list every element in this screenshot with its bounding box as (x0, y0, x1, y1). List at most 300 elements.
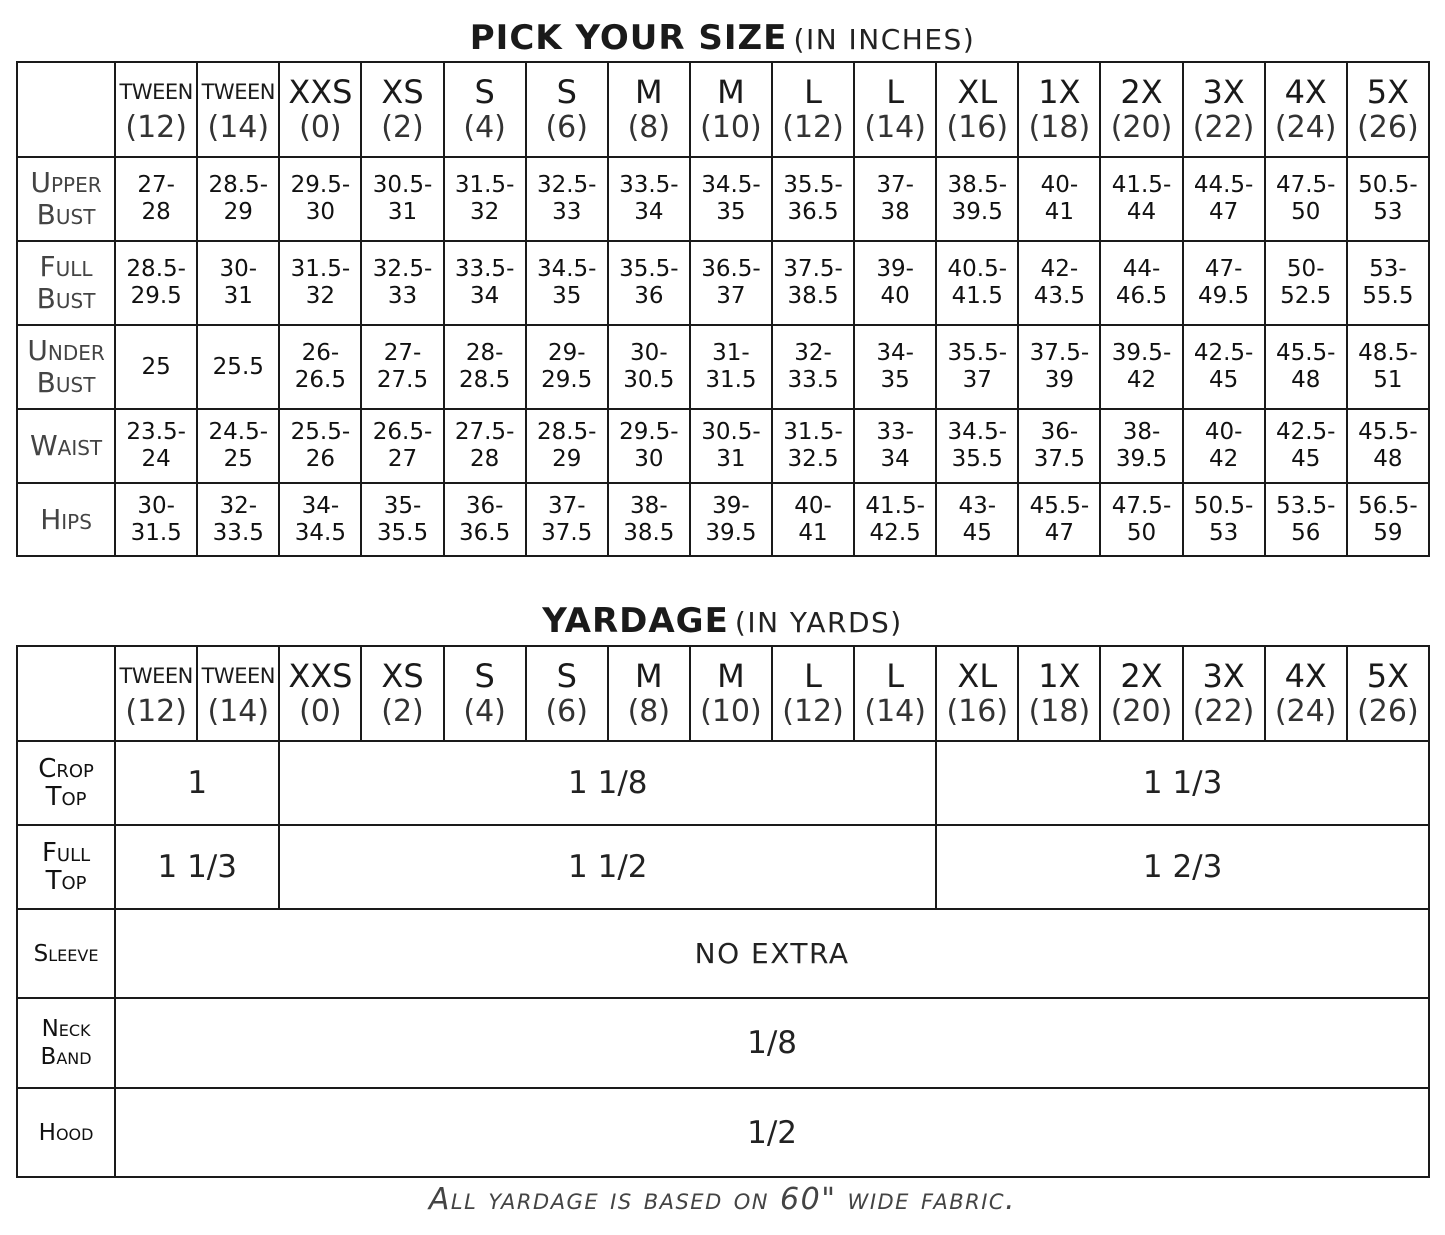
measurement-value-line2: 25 (223, 446, 253, 472)
measurement-value-line1: 28.5- (208, 172, 269, 198)
measurement-value-line1: 27- (383, 340, 422, 366)
measurement-value-line2: 35 (880, 367, 910, 393)
size-name: 3X (1202, 656, 1245, 695)
measurement-value-line1: 25.5- (290, 419, 351, 445)
measurement-value-line2: 39 (1044, 367, 1075, 393)
measurement-value-line1: 30.5- (701, 419, 761, 445)
measurement-value-line1: 48.5- (1358, 340, 1418, 366)
yardage-size-header (279, 646, 361, 741)
measurement-value-line1: 24.5- (208, 419, 269, 445)
measurement-value-line1: 41.5- (1111, 172, 1172, 198)
measurement-cell (1347, 241, 1429, 325)
measurement-label (17, 325, 115, 409)
measurement-value-line2: 29 (223, 199, 253, 225)
measurement-value-line2: 36.5 (787, 199, 839, 225)
row-label-crop-top (17, 741, 115, 825)
measurement-row (17, 241, 1429, 325)
measurement-value-line1: 39- (876, 256, 914, 282)
measurement-label-line1: Under (27, 334, 105, 367)
measurement-value-line2: 39.5 (1115, 446, 1168, 472)
measurement-value-line2: 59 (1373, 519, 1403, 546)
measurement-value-line1: 45.5- (1358, 419, 1418, 445)
measurement-value-line2: 46.5 (1115, 283, 1168, 309)
size-chart-size-header (1347, 62, 1429, 157)
measurement-value-line2: 42 (1208, 446, 1239, 472)
measurement-cell (854, 241, 936, 325)
measurement-cell (1265, 157, 1347, 241)
measurement-value-line1: 27.5- (454, 419, 515, 445)
measurement-value-line1: 34- (301, 492, 340, 519)
measurement-cell (361, 325, 443, 409)
measurement-value-line2: 49.5 (1197, 283, 1250, 309)
yardage-size-header (854, 646, 936, 741)
measurement-value-line2: 56 (1291, 519, 1321, 546)
measurement-cell (115, 325, 197, 409)
measurement-value-line1: 47.5- (1111, 492, 1172, 519)
measurement-cell (608, 325, 690, 409)
measurement-cell (936, 409, 1018, 483)
measurement-value-line2: 33 (552, 199, 582, 225)
measurement-value-line2: 35 (716, 199, 746, 225)
measurement-cell (608, 157, 690, 241)
measurement-value-line1: 35.5- (619, 256, 679, 282)
measurement-cell (772, 483, 854, 556)
measurement-value-line2: 28 (469, 446, 500, 472)
measurement-value-line2: 37 (716, 283, 746, 309)
size-chart-size-header (608, 62, 690, 157)
measurement-value-line2: 44 (1126, 199, 1157, 225)
measurement-value-line1: 37- (547, 492, 586, 519)
yardage-size-header (1265, 646, 1347, 741)
measurement-value-line2: 36.5 (459, 519, 511, 546)
measurement-cell (690, 483, 772, 556)
size-chart-unit: (IN INCHES) (793, 23, 976, 56)
size-chart-size-header (936, 62, 1018, 157)
measurement-value-line1: 27- (137, 172, 175, 198)
yardage-size-header (1018, 646, 1100, 741)
size-name: XL (957, 72, 998, 111)
measurement-value-line1: 45.5- (1029, 492, 1090, 519)
measurement-value-line2: 37 (962, 367, 992, 393)
size-number: (12) (782, 693, 844, 729)
size-name: L (804, 72, 822, 111)
measurement-value-line2: 26.5 (294, 367, 346, 393)
measurement-value-line2: 42.5 (869, 519, 921, 546)
measurement-value-line2: 34.5 (294, 519, 346, 546)
yardage-title-text: YARDAGE (542, 601, 729, 641)
size-name: M (635, 656, 663, 695)
measurement-value-line1: 34.5- (947, 419, 1008, 445)
hood-value: 1/2 (115, 1088, 1429, 1177)
measurement-value-line2: 41 (798, 519, 828, 546)
measurement-value-line2: 30 (634, 446, 664, 472)
row-label-neck-band (17, 998, 115, 1088)
measurement-row (17, 325, 1429, 409)
yardage-title (0, 601, 1445, 641)
size-number: (16) (946, 693, 1009, 729)
size-number: (10) (700, 109, 762, 145)
measurement-value-line1: 56.5- (1358, 492, 1418, 519)
measurement-cell (279, 157, 361, 241)
measurement-cell (115, 483, 197, 556)
size-number: (0) (299, 109, 342, 145)
size-name: TWEEN (119, 79, 193, 104)
yardage-size-header (690, 646, 772, 741)
measurement-value-line2: 37.5 (1033, 446, 1085, 472)
measurement-value-line1: 30- (137, 492, 175, 519)
measurement-value-line1: 53- (1369, 256, 1407, 282)
measurement-value-line1: 28.5- (126, 256, 186, 282)
row-label-hood (17, 1088, 115, 1177)
size-chart-size-header (1100, 62, 1182, 157)
measurement-cell (854, 409, 936, 483)
size-number: (4) (463, 693, 506, 729)
measurement-cell (115, 241, 197, 325)
measurement-cell (936, 241, 1018, 325)
size-name: S (474, 656, 495, 695)
measurement-value-line1: 47.5- (1275, 172, 1336, 198)
measurement-value-line2: 39.5 (951, 199, 1003, 225)
measurement-value-line1: 26.5- (372, 419, 433, 445)
yardage-size-header (361, 646, 443, 741)
yardage-size-header (1347, 646, 1429, 741)
measurement-cell (772, 157, 854, 241)
measurement-cell (115, 157, 197, 241)
measurement-cell (444, 409, 526, 483)
measurement-cell (279, 241, 361, 325)
measurement-value-line1: 38- (1122, 419, 1161, 445)
measurement-cell (1347, 325, 1429, 409)
measurement-value-line1: 34.5- (536, 256, 597, 282)
measurement-value-line2: 31 (716, 446, 746, 472)
size-chart-size-header (115, 62, 197, 157)
size-header-row (17, 62, 1429, 157)
measurement-value-line1: 53.5- (1275, 492, 1336, 519)
measurement-cell (936, 483, 1018, 556)
measurement-cell (854, 483, 936, 556)
measurement-value-line1: 35.5- (783, 172, 843, 198)
measurement-value-line2: 34 (880, 446, 910, 472)
size-name: XS (381, 656, 424, 695)
measurement-cell (1183, 241, 1265, 325)
measurement-cell (1265, 325, 1347, 409)
measurement-cell (197, 241, 279, 325)
measurement-label (17, 409, 115, 483)
measurement-row (17, 409, 1429, 483)
size-chart-size-header (361, 62, 443, 157)
size-chart-size-header (772, 62, 854, 157)
measurement-cell (772, 409, 854, 483)
measurement-value-line2: 53 (1208, 519, 1239, 546)
measurement-cell (361, 241, 443, 325)
measurement-value-line1: 39- (712, 492, 750, 519)
measurement-cell (690, 157, 772, 241)
measurement-value-line2: 37.5 (541, 519, 593, 546)
measurement-cell (1018, 241, 1100, 325)
measurement-value-line2: 32.5 (787, 446, 839, 472)
size-chart-size-header (526, 62, 608, 157)
size-number: (26) (1357, 109, 1419, 145)
yardage-table (16, 645, 1430, 1178)
measurement-value-line2: 34 (469, 283, 500, 309)
size-name: M (635, 72, 663, 111)
measurement-cell (608, 409, 690, 483)
measurement-value-line1: 43- (958, 492, 997, 519)
size-number: (26) (1357, 693, 1419, 729)
size-name: 5X (1366, 656, 1410, 695)
measurement-label-line1: Waist (29, 429, 103, 462)
size-number: (10) (700, 693, 762, 729)
yardage-row-full-top (17, 825, 1429, 909)
measurement-cell (526, 241, 608, 325)
measurement-cell (690, 409, 772, 483)
measurement-label-line2: Bust (36, 366, 96, 399)
measurement-cell (1018, 325, 1100, 409)
measurement-cell (526, 483, 608, 556)
measurement-value-line2: 53 (1373, 199, 1403, 225)
measurement-cell (1265, 241, 1347, 325)
size-number: (8) (627, 693, 671, 729)
measurement-value-line1: 31.5- (454, 172, 515, 198)
measurement-value-line1: 40.5- (947, 256, 1008, 282)
measurement-value-line2: 33.5 (787, 367, 839, 393)
measurement-value-line1: 45.5- (1275, 340, 1336, 366)
size-name: M (717, 72, 745, 111)
measurement-value-line2: 30 (305, 199, 336, 225)
measurement-value-line2: 33.5 (212, 519, 264, 546)
size-name: 2X (1120, 656, 1163, 695)
measurement-value-line2: 38 (880, 199, 910, 225)
measurement-cell (444, 483, 526, 556)
size-number: (4) (463, 109, 506, 145)
measurement-value-line1: 37.5- (783, 256, 843, 282)
size-number: (2) (381, 109, 424, 145)
size-number: (2) (381, 693, 424, 729)
measurement-label (17, 483, 115, 556)
measurement-cell (936, 325, 1018, 409)
full-top-tween-value: 1 1/3 (115, 825, 279, 909)
row-label-line1: Hood (38, 1119, 94, 1146)
yardage-size-header (115, 646, 197, 741)
measurement-cell (526, 409, 608, 483)
measurement-label (17, 157, 115, 241)
measurement-value-line1: 41.5- (865, 492, 925, 519)
measurement-cell (1018, 483, 1100, 556)
measurement-label (17, 241, 115, 325)
measurement-cell (1100, 325, 1182, 409)
yardage-size-header (444, 646, 526, 741)
measurement-cell (197, 157, 279, 241)
measurement-value-line1: 40- (1204, 419, 1243, 445)
sleeve-value: NO EXTRA (115, 909, 1429, 998)
measurement-value-line2: 55.5 (1362, 283, 1414, 309)
measurement-cell (279, 325, 361, 409)
measurement-value-line2: 35 (552, 283, 582, 309)
measurement-value-line1: 42- (1040, 256, 1079, 282)
measurement-value-line2: 33 (387, 283, 418, 309)
measurement-value-line2: 47 (1044, 519, 1075, 546)
measurement-value-line1: 44- (1122, 256, 1161, 282)
measurement-value-line1: 32.5- (372, 256, 433, 282)
size-name: 1X (1038, 656, 1081, 695)
measurement-value-line1: 29.5- (290, 172, 351, 198)
measurement-value-line1: 31.5- (783, 419, 843, 445)
measurement-value-line1: 28- (465, 340, 504, 366)
measurement-value-line1: 39.5- (1111, 340, 1172, 366)
row-label-line2: Top (45, 866, 87, 896)
measurement-value-line2: 43.5 (1033, 283, 1085, 309)
size-chart-size-header (444, 62, 526, 157)
measurement-cell (1018, 157, 1100, 241)
measurement-cell (526, 157, 608, 241)
measurement-value-line1: 38- (630, 492, 668, 519)
size-name: M (717, 656, 745, 695)
measurement-value-line1: 40- (794, 492, 832, 519)
measurement-label-line2: Bust (36, 198, 96, 231)
measurement-value-line2: 36 (634, 283, 664, 309)
size-name: 5X (1366, 72, 1410, 111)
measurement-cell (1183, 483, 1265, 556)
measurement-label-line1: Hips (40, 502, 92, 536)
measurement-value-line1: 34.5- (701, 172, 761, 198)
size-name: 4X (1284, 656, 1327, 695)
measurement-value-line2: 39.5 (705, 519, 757, 546)
row-label-line1: Sleeve (33, 940, 99, 967)
row-label-line1: Full (41, 838, 91, 868)
measurement-label-line2: Bust (36, 282, 96, 315)
row-label-sleeve (17, 909, 115, 998)
measurement-value-line2: 38.5 (623, 519, 675, 546)
size-number: (12) (782, 109, 844, 145)
size-name: S (556, 656, 577, 695)
measurement-value-line2: 41.5 (951, 283, 1003, 309)
corner-cell (17, 646, 115, 741)
yardage-unit: (IN YARDS) (734, 606, 903, 639)
measurement-value-line2: 31.5 (705, 367, 757, 393)
measurement-label-line1: Upper (30, 166, 102, 199)
measurement-cell (1183, 409, 1265, 483)
crop-top-misses-value: 1 1/8 (279, 741, 936, 825)
yardage-size-header (197, 646, 279, 741)
size-number: (6) (545, 693, 588, 729)
size-number: (20) (1110, 109, 1173, 145)
measurement-value-line1: 32- (219, 492, 258, 519)
size-chart-title-text: PICK YOUR SIZE (469, 18, 788, 58)
measurement-value-line2: 38.5 (787, 283, 839, 309)
full-top-misses-value: 1 1/2 (279, 825, 936, 909)
measurement-value-line2: 40 (880, 283, 910, 309)
measurement-value-line1: 29- (547, 340, 586, 366)
measurement-value-line1: 36- (465, 492, 504, 519)
measurement-cell (936, 157, 1018, 241)
footnote: All yardage is based on 60" wide fabric. (428, 1182, 1017, 1217)
measurement-value-line2: 34 (634, 199, 664, 225)
size-number: (0) (299, 693, 342, 729)
measurement-value-line1: 35.5- (947, 340, 1008, 366)
size-number: (22) (1192, 109, 1255, 145)
measurement-value-line1: 50.5- (1358, 172, 1418, 198)
measurement-label-line1: Full (39, 250, 93, 283)
corner-cell (17, 62, 115, 157)
size-number: (18) (1028, 109, 1091, 145)
crop-top-plus-value: 1 1/3 (936, 741, 1429, 825)
measurement-value-line1: 32- (794, 340, 832, 366)
measurement-value-line1: 50.5- (1193, 492, 1254, 519)
measurement-value-line2: 45 (1208, 367, 1239, 393)
size-name: 3X (1202, 72, 1245, 111)
neck-band-value: 1/8 (115, 998, 1429, 1088)
size-name: XXS (288, 656, 353, 695)
measurement-value-line1: 25.5 (212, 353, 264, 380)
row-label-full-top (17, 825, 115, 909)
yardage-size-header (526, 646, 608, 741)
measurement-cell (1347, 483, 1429, 556)
measurement-cell (1347, 157, 1429, 241)
measurement-row (17, 157, 1429, 241)
full-top-plus-value: 1 2/3 (936, 825, 1429, 909)
measurement-value-line1: 33- (876, 419, 914, 445)
size-chart-size-header (690, 62, 772, 157)
measurement-value-line2: 32 (305, 283, 336, 309)
size-number: (14) (207, 693, 270, 729)
size-name: XL (957, 656, 998, 695)
measurement-value-line2: 52.5 (1280, 283, 1332, 309)
measurement-value-line2: 28.5 (459, 367, 511, 393)
measurement-value-line1: 40- (1040, 172, 1079, 198)
measurement-cell (854, 157, 936, 241)
measurement-value-line1: 34- (876, 340, 914, 366)
measurement-value-line1: 42.5- (1193, 340, 1254, 366)
measurement-cell (690, 325, 772, 409)
measurement-value-line2: 31 (223, 283, 253, 309)
measurement-value-line2: 45 (962, 519, 992, 546)
size-number: (12) (125, 109, 187, 145)
size-name: L (804, 656, 822, 695)
measurement-value-line1: 23.5- (126, 419, 186, 445)
row-label-line1: Neck (41, 1016, 91, 1042)
measurement-value-line2: 35.5 (376, 519, 429, 546)
measurement-value-line2: 51 (1373, 367, 1403, 393)
row-label-line2: Top (45, 782, 87, 812)
size-name: TWEEN (201, 663, 275, 688)
size-name: XXS (288, 72, 353, 111)
size-name: S (474, 72, 495, 111)
size-number: (22) (1192, 693, 1255, 729)
measurement-value-line1: 33.5- (619, 172, 679, 198)
size-name: TWEEN (119, 663, 193, 688)
measurement-value-line1: 30- (219, 256, 258, 282)
measurement-cell (279, 483, 361, 556)
size-number: (14) (864, 693, 926, 729)
size-number: (14) (864, 109, 926, 145)
measurement-cell (444, 157, 526, 241)
size-number: (20) (1110, 693, 1173, 729)
measurement-cell (854, 325, 936, 409)
measurement-cell (361, 157, 443, 241)
measurement-value-line2: 31 (387, 199, 418, 225)
yardage-header-row (17, 646, 1429, 741)
measurement-cell (1100, 241, 1182, 325)
size-chart-title (0, 18, 1445, 58)
measurement-cell (1183, 157, 1265, 241)
measurement-cell (444, 325, 526, 409)
size-chart-size-header (1265, 62, 1347, 157)
size-number: (18) (1028, 693, 1091, 729)
yardage-size-header (1183, 646, 1265, 741)
crop-top-tween-value: 1 (115, 741, 279, 825)
size-number: (12) (125, 693, 187, 729)
measurement-cell (197, 483, 279, 556)
